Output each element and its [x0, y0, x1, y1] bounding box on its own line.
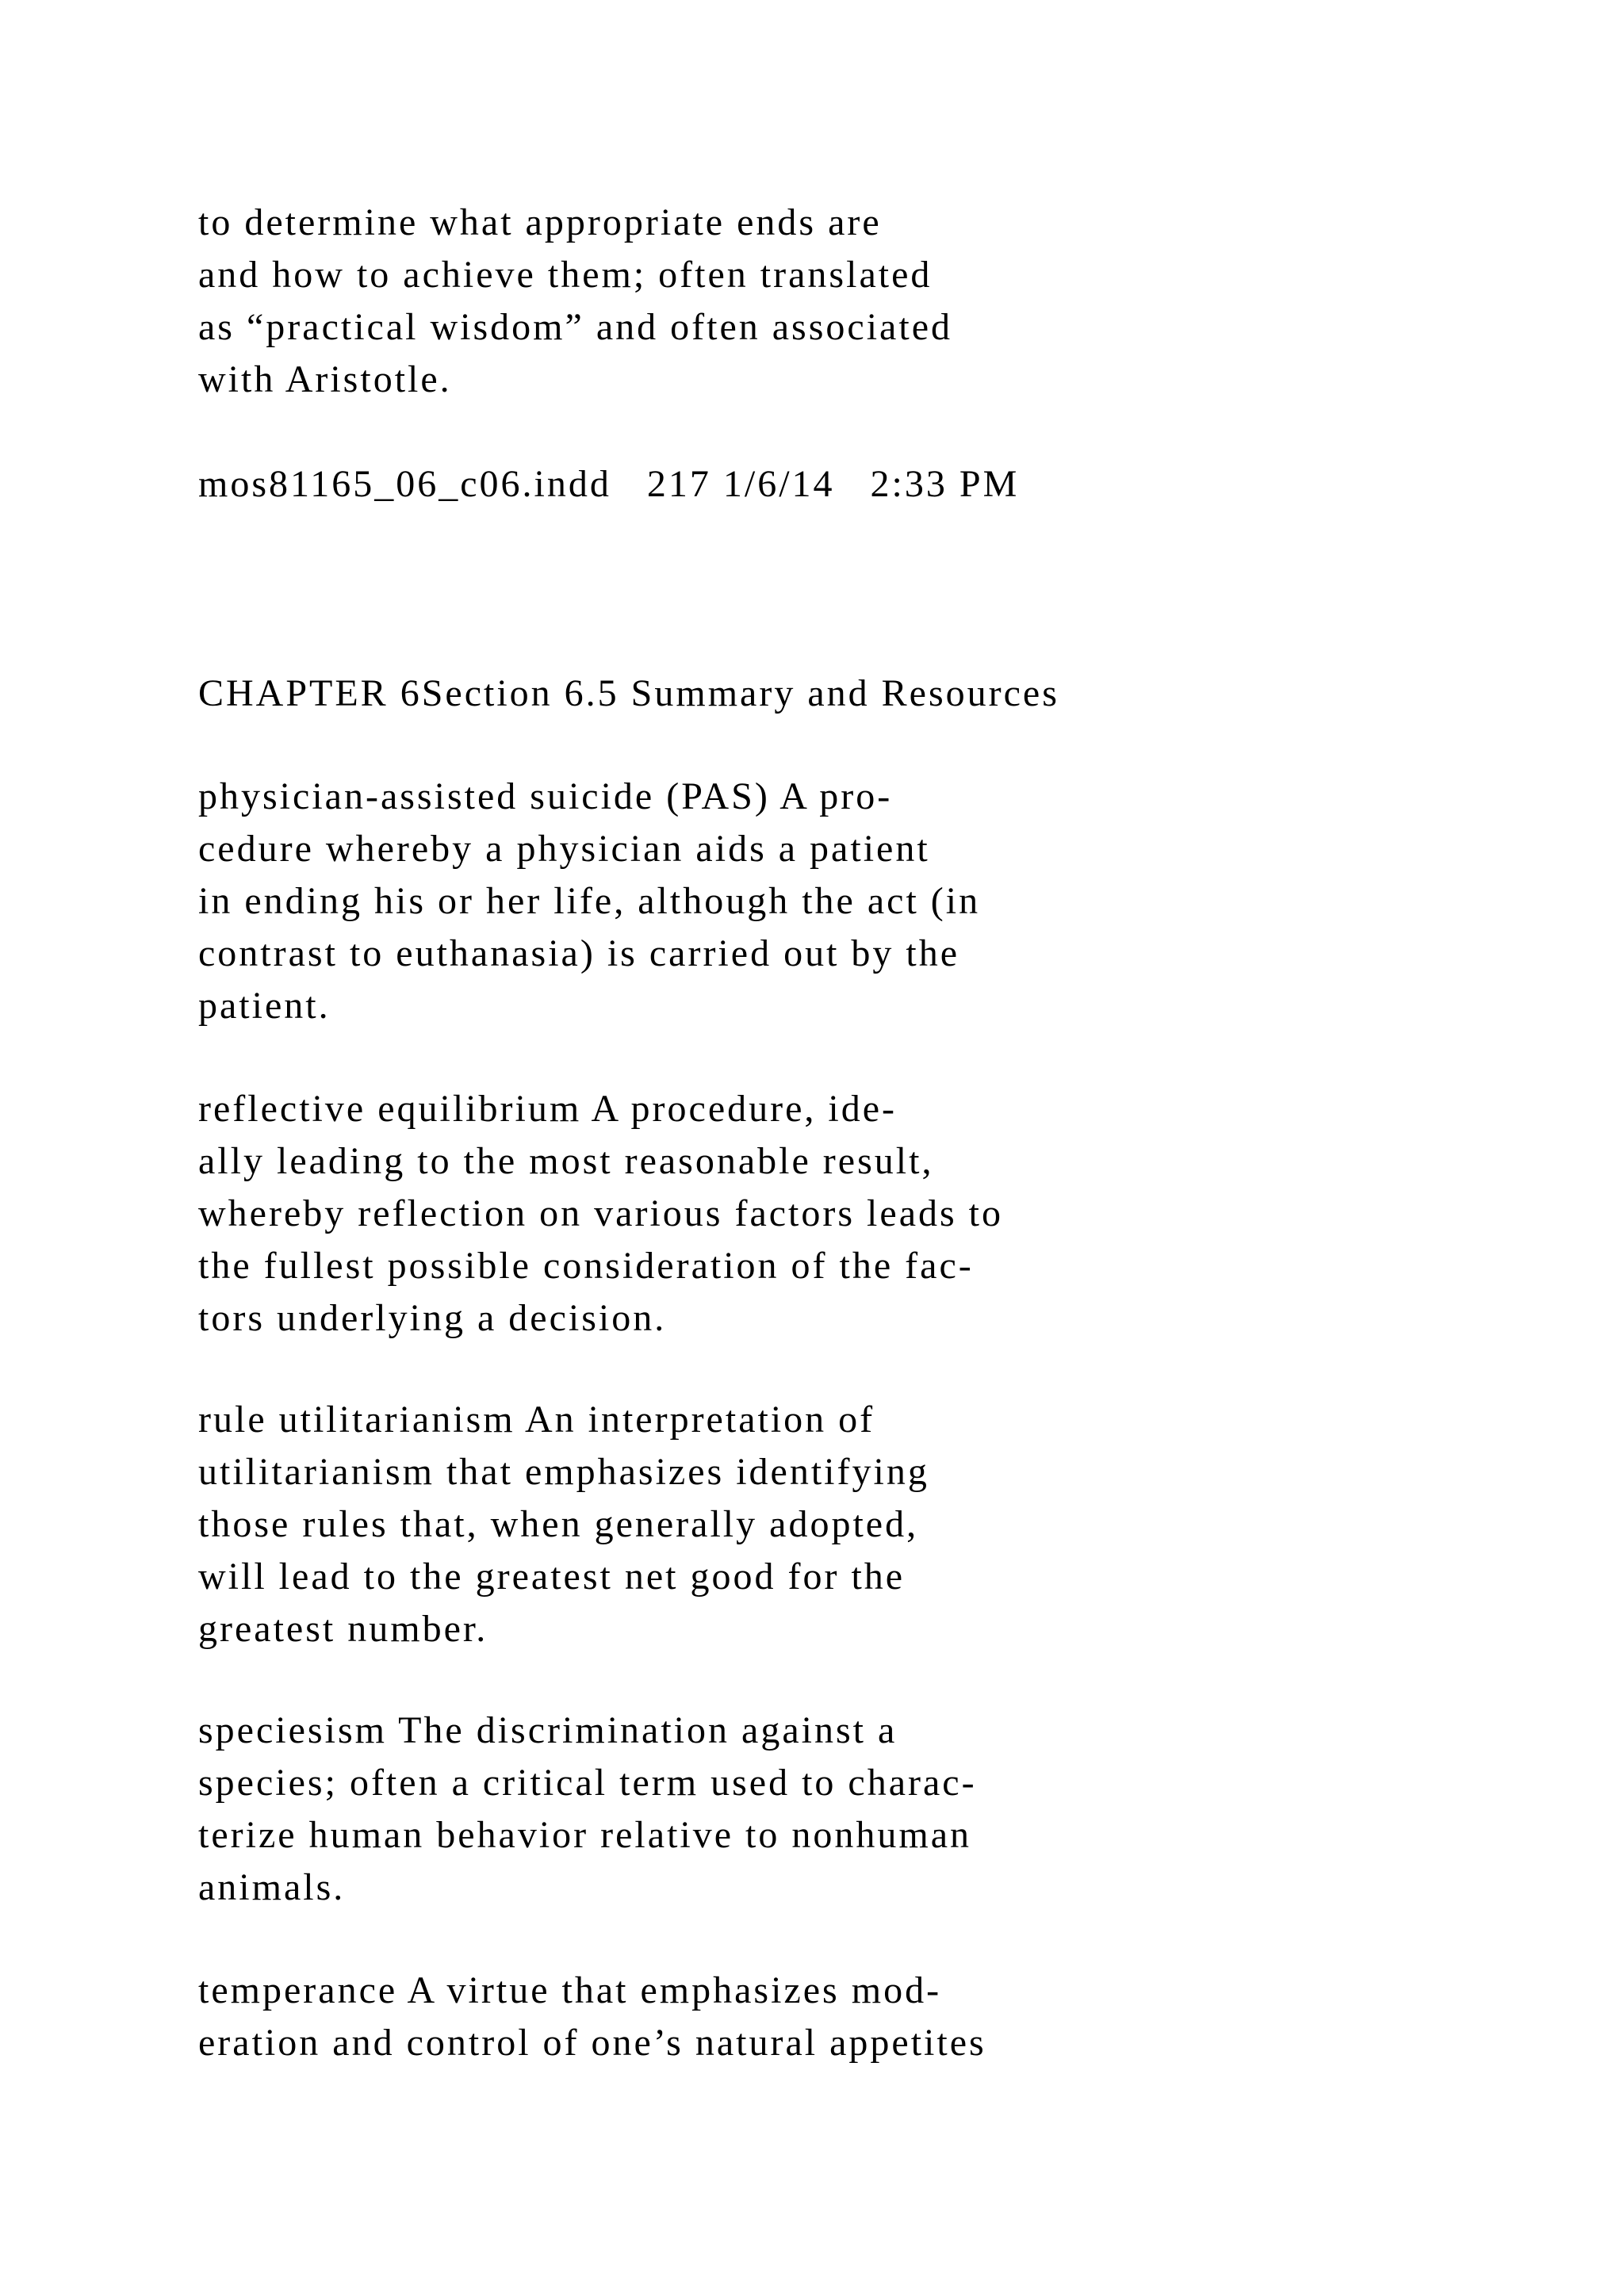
- text-line: whereby reflection on various factors leads to: [198, 1192, 1004, 1234]
- glossary-entry-reflective-equilibrium: [198, 1083, 1546, 1345]
- text-line: species; often a critical term used to charac-: [198, 1762, 977, 1804]
- glossary-entry-practical-wisdom-tail: [198, 197, 1546, 406]
- text-line: utilitarianism that emphasizes identifying: [198, 1451, 929, 1493]
- text-line: eration and control of one’s natural appetites: [198, 2022, 986, 2064]
- text-line: rule utilitarianism An interpretation of: [198, 1399, 875, 1441]
- chapter-heading: [198, 668, 1546, 720]
- text-line: patient.: [198, 985, 331, 1027]
- text-line: cedure whereby a physician aids a patient: [198, 828, 930, 870]
- text-line: and how to achieve them; often translated: [198, 254, 933, 296]
- glossary-entry-speciesism: [198, 1705, 1546, 1914]
- text-line: will lead to the greatest net good for the: [198, 1556, 906, 1598]
- text-line: to determine what appropriate ends are: [198, 201, 882, 243]
- glossary-entry-temperance: [198, 1965, 1546, 2069]
- text-line: ally leading to the most reasonable result,: [198, 1140, 934, 1182]
- text-line: those rules that, when generally adopted,: [198, 1503, 919, 1545]
- text-line: contrast to euthanasia) is carried out by the: [198, 932, 960, 974]
- file-footer: [198, 458, 1546, 511]
- text-line: speciesism The discrimination against a: [198, 1709, 898, 1751]
- text-line: animals.: [198, 1866, 346, 1908]
- text-line: reflective equilibrium A procedure, ide-: [198, 1088, 898, 1130]
- text-line: greatest number.: [198, 1608, 488, 1650]
- glossary-entry-rule-utilitarianism: [198, 1394, 1546, 1655]
- text-line: physician-assisted suicide (PAS) A pro-: [198, 775, 893, 817]
- glossary-entry-physician-assisted-suicide: [198, 771, 1546, 1032]
- text-line: temperance A virtue that emphasizes mod-: [198, 1969, 942, 2011]
- text-line: tors underlying a decision.: [198, 1297, 667, 1339]
- footer-line: mos81165_06_c06.indd 217 1/6/14 2:33 PM: [198, 463, 1020, 505]
- text-line: terize human behavior relative to nonhuman: [198, 1814, 972, 1856]
- chapter-heading-line: CHAPTER 6Section 6.5 Summary and Resources: [198, 672, 1059, 714]
- text-line: with Aristotle.: [198, 358, 452, 400]
- text-line: as “practical wisdom” and often associated: [198, 306, 952, 348]
- text-line: the fullest possible consideration of the fac-: [198, 1245, 974, 1287]
- text-line: in ending his or her life, although the act (in: [198, 880, 981, 922]
